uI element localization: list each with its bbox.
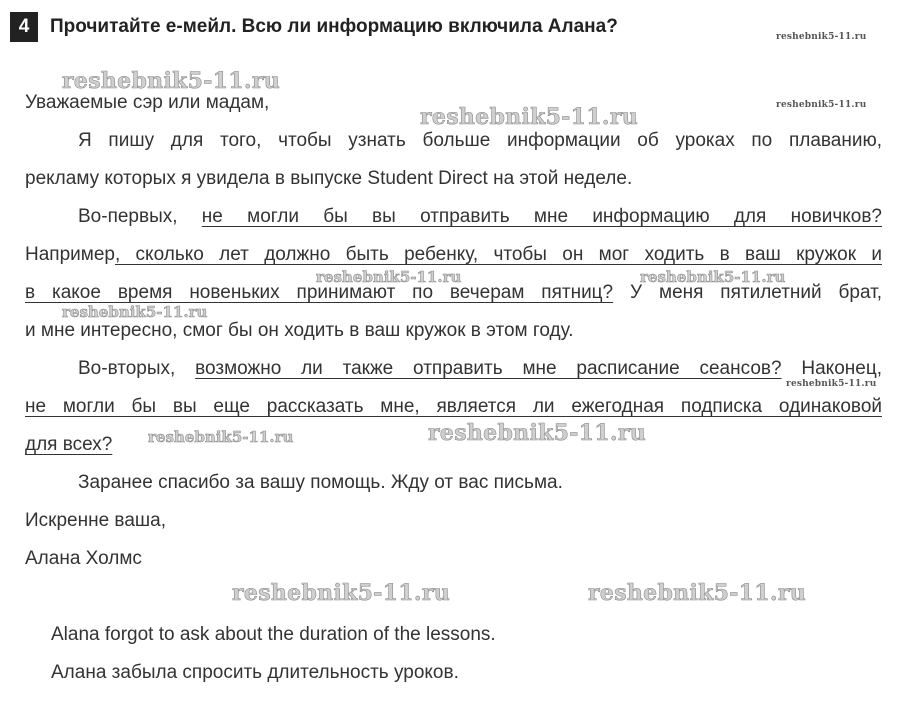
watermark: reshebnik5-11.ru bbox=[420, 104, 639, 130]
watermark: reshebnik5-11.ru bbox=[776, 32, 867, 42]
underlined-question: не могли бы вы еще рассказать мне, является ли ежегодная подписка одинаковой bbox=[25, 396, 882, 417]
watermark: reshebnik5-11.ru bbox=[62, 303, 208, 321]
email-paragraph-line bbox=[25, 280, 882, 306]
watermark: reshebnik5-11.ru bbox=[232, 580, 451, 606]
watermark: reshebnik5-11.ru bbox=[588, 580, 807, 606]
watermark: reshebnik5-11.ru bbox=[148, 428, 294, 446]
plain-text: Во-первых, bbox=[78, 206, 202, 227]
email-signature: Алана Холмс bbox=[25, 548, 142, 569]
underlined-question: , сколько лет должно быть ребенку, чтобы он мог ходить в ваш кружок и bbox=[114, 244, 882, 265]
task-title: Прочитайте е-мейл. Всю ли информацию включила Алана? bbox=[50, 16, 618, 37]
plain-text: У меня пятилетний брат, bbox=[613, 282, 883, 303]
watermark: reshebnik5-11.ru bbox=[316, 268, 462, 286]
underlined-question: для всех? bbox=[25, 434, 113, 455]
email-paragraph-line: рекламу которых я увидела в выпуске Student Direct на этой неделе. bbox=[25, 168, 633, 189]
email-greeting: Уважаемые сэр или мадам, bbox=[25, 92, 270, 113]
watermark: reshebnik5-11.ru bbox=[776, 100, 867, 110]
plain-text: Например bbox=[25, 244, 115, 265]
email-paragraph-line bbox=[25, 432, 112, 458]
email-paragraph-line bbox=[25, 242, 882, 268]
plain-text: Наконец, bbox=[781, 358, 882, 379]
answer-russian: Алана забыла спросить длительность уроков. bbox=[51, 662, 459, 683]
email-paragraph-line: Заранее спасибо за вашу помощь. Жду от вас письма. bbox=[78, 472, 563, 493]
email-paragraph-line bbox=[25, 204, 882, 230]
watermark: reshebnik5-11.ru bbox=[640, 268, 786, 286]
watermark: reshebnik5-11.ru bbox=[428, 420, 647, 446]
email-paragraph-line: и мне интересно, смог бы он ходить в ваш кружок в этом году. bbox=[25, 320, 574, 341]
email-closing: Искренне ваша, bbox=[25, 510, 166, 531]
watermark: reshebnik5-11.ru bbox=[62, 68, 281, 94]
task-number-badge: 4 bbox=[10, 12, 38, 42]
plain-text: Во-вторых, bbox=[78, 358, 196, 379]
underlined-question: возможно ли также отправить мне расписание сеансов? bbox=[195, 358, 782, 379]
answer-english: Alana forgot to ask about the duration of the lessons. bbox=[51, 624, 496, 645]
underlined-question: не могли бы вы отправить мне информацию для новичков? bbox=[201, 206, 882, 227]
email-paragraph-line: Я пишу для того, чтобы узнать больше информации об уроках по плаванию, bbox=[78, 130, 882, 151]
underlined-question: в какое время новеньких принимают по вечерам пятниц? bbox=[25, 282, 614, 303]
email-paragraph-line bbox=[25, 356, 882, 382]
email-paragraph-line bbox=[25, 394, 882, 420]
watermark: reshebnik5-11.ru bbox=[786, 379, 877, 389]
